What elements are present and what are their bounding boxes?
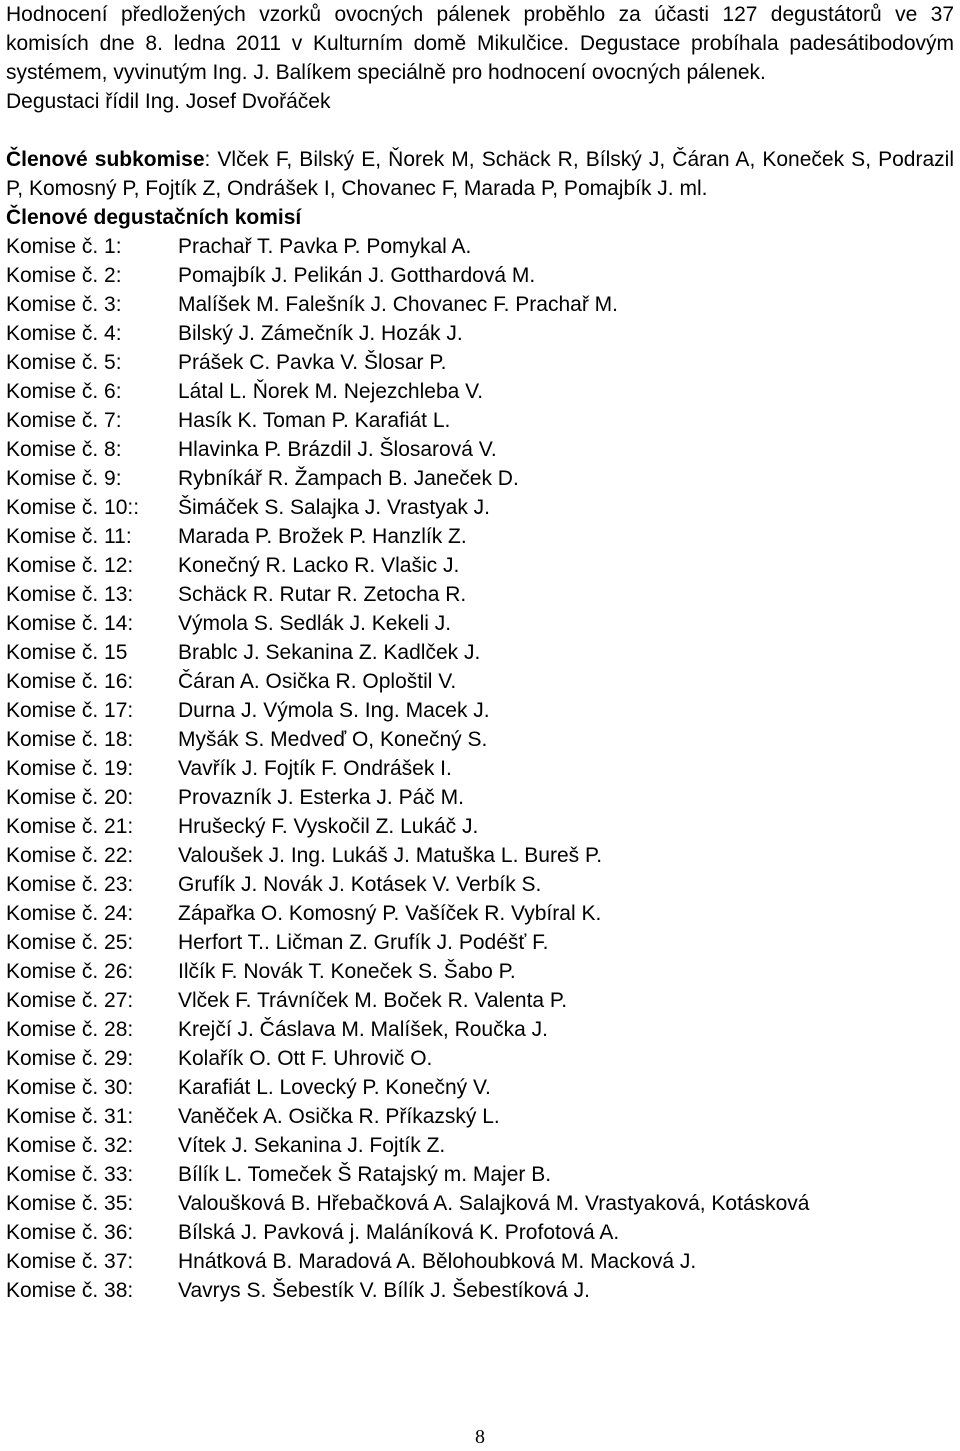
commission-row [6, 609, 954, 638]
commission-row [6, 290, 954, 319]
commission-row [6, 1131, 954, 1160]
commission-label: Komise č. 14: [6, 612, 134, 635]
commission-label: Komise č. 32: [6, 1134, 134, 1157]
commission-row [6, 348, 954, 377]
commission-label: Komise č. 36: [6, 1221, 134, 1244]
commission-members: Grufík J. Novák J. Kotásek V. Verbík S. [178, 873, 542, 896]
document-page [6, 0, 954, 1305]
commission-members: Vítek J. Sekanina J. Fojtík Z. [178, 1134, 446, 1157]
commission-members: Bílík L. Tomeček Š Ratajský m. Majer B. [178, 1163, 552, 1186]
commission-label: Komise č. 6: [6, 380, 122, 403]
commission-label: Komise č. 7: [6, 409, 122, 432]
commission-label: Komise č. 25: [6, 931, 134, 954]
commission-members: Valoušek J. Ing. Lukáš J. Matuška L. Bureš P. [178, 844, 603, 867]
commission-label: Komise č. 38: [6, 1279, 134, 1302]
commission-members: Konečný R. Lacko R. Vlašic J. [178, 554, 460, 577]
commission-members: Látal L. Ňorek M. Nejezchleba V. [178, 380, 484, 403]
commission-row [6, 870, 954, 899]
subcommittee-paragraph [6, 145, 954, 203]
commission-label: Komise č. 13: [6, 583, 134, 606]
commission-row [6, 261, 954, 290]
commission-label: Komise č. 16: [6, 670, 134, 693]
commission-members: Pomajbík J. Pelikán J. Gotthardová M. [178, 264, 536, 287]
commission-label: Komise č. 28: [6, 1018, 134, 1041]
commission-label: Komise č. 4: [6, 322, 122, 345]
commission-label: Komise č. 22: [6, 844, 134, 867]
commission-row [6, 319, 954, 348]
commission-members: Myšák S. Medveď O, Konečný S. [178, 728, 488, 751]
commission-label: Komise č. 33: [6, 1163, 134, 1186]
commission-label: Komise č. 3: [6, 293, 122, 316]
commission-members: Prachař T. Pavka P. Pomykal A. [178, 235, 472, 258]
commission-members: Vaněček A. Osička R. Příkazský L. [178, 1105, 500, 1128]
commission-members: Kolařík O. Ott F. Uhrovič O. [178, 1047, 433, 1070]
commission-members: Durna J. Výmola S. Ing. Macek J. [178, 699, 490, 722]
commission-row [6, 435, 954, 464]
commission-members: Prášek C. Pavka V. Šlosar P. [178, 351, 447, 374]
commission-label: Komise č. 8: [6, 438, 122, 461]
commission-row [6, 986, 954, 1015]
commission-label: Komise č. 9: [6, 467, 122, 490]
commission-row [6, 957, 954, 986]
commission-members: Hlavinka P. Brázdil J. Šlosarová V. [178, 438, 497, 461]
commission-row [6, 580, 954, 609]
commission-members: Provazník J. Esterka J. Páč M. [178, 786, 464, 809]
commission-members: Hnátková B. Maradová A. Bělohoubková M. Macková J. [178, 1250, 697, 1273]
commission-row [6, 1160, 954, 1189]
commission-row [6, 464, 954, 493]
blank-line [6, 116, 954, 145]
commission-row [6, 696, 954, 725]
commission-label: Komise č. 12: [6, 554, 134, 577]
commission-row [6, 1276, 954, 1305]
commission-label: Komise č. 11: [6, 525, 132, 548]
commission-row [6, 1015, 954, 1044]
commission-label: Komise č. 35: [6, 1192, 134, 1215]
commission-row [6, 551, 954, 580]
commission-label: Komise č. 31: [6, 1105, 134, 1128]
commission-label: Komise č. 26: [6, 960, 134, 983]
commission-members: Ilčík F. Novák T. Koneček S. Šabo P. [178, 960, 516, 983]
commission-label: Komise č. 30: [6, 1076, 134, 1099]
commission-members: Bílská J. Pavková j. Maláníková K. Profotová A. [178, 1221, 620, 1244]
commission-row [6, 1073, 954, 1102]
commission-row [6, 667, 954, 696]
commission-row [6, 841, 954, 870]
degustation-director: Degustaci řídil Ing. Josef Dvořáček [6, 90, 331, 113]
commission-members: Výmola S. Sedlák J. Kekeli J. [178, 612, 452, 635]
commission-label: Komise č. 5: [6, 351, 122, 374]
commission-label: Komise č. 1: [6, 235, 122, 258]
intro-paragraph: Hodnocení předložených vzorků ovocných pálenek proběhlo za účasti 127 degustátorů ve 37 komisích dne 8. ledna 2011 v Kulturním domě Mikulčice. Degustace probíhala padesátibodovým systémem, vyvinutým Ing. J. Balíkem speciálně pro hodnocení ovocných pálenek. [6, 3, 954, 84]
commission-label: Komise č. 2: [6, 264, 122, 287]
commission-members: Vlček F. Trávníček M. Boček R. Valenta P. [178, 989, 568, 1012]
subcommittee-members: : Vlček F, Bilský E, Ňorek M, Schäck R, Bílský J, Čáran A, Koneček S, Podrazil P, Komosný P, Fojtík Z, Ondrášek I, Chovanec F, Marada P, Pomajbík J. ml. [6, 148, 954, 200]
commission-members: Zápařka O. Komosný P. Vašíček R. Vybíral K. [178, 902, 602, 925]
commission-members: Rybníkář R. Žampach B. Janeček D. [178, 467, 519, 490]
commission-label: Komise č. 27: [6, 989, 134, 1012]
commissions-heading: Členové degustačních komisí [6, 206, 302, 229]
commission-row [6, 812, 954, 841]
commission-members: Šimáček S. Salajka J. Vrastyak J. [178, 496, 490, 519]
commission-row [6, 725, 954, 754]
commission-row [6, 928, 954, 957]
commission-row [6, 1189, 954, 1218]
commission-members: Brablc J. Sekanina Z. Kadlček J. [178, 641, 481, 664]
page-number: 8 [475, 1426, 485, 1448]
commission-label: Komise č. 21: [6, 815, 134, 838]
commission-label: Komise č. 37: [6, 1250, 134, 1273]
commission-members: Vavřík J. Fojtík F. Ondrášek I. [178, 757, 452, 780]
commission-list [6, 232, 954, 1305]
commission-row [6, 638, 954, 667]
commission-label: Komise č. 23: [6, 873, 134, 896]
commission-members: Malíšek M. Falešník J. Chovanec F. Prachař M. [178, 293, 618, 316]
commission-row [6, 522, 954, 551]
commission-members: Čáran A. Osička R. Oploštil V. [178, 670, 457, 693]
commission-label: Komise č. 17: [6, 699, 134, 722]
commission-members: Hasík K. Toman P. Karafiát L. [178, 409, 451, 432]
commission-members: Hrušecký F. Vyskočil Z. Lukáč J. [178, 815, 479, 838]
commission-members: Vavrys S. Šebestík V. Bílík J. Šebestíková J. [178, 1279, 591, 1302]
subcommittee-label: Členové subkomise [6, 148, 205, 171]
commission-row [6, 1102, 954, 1131]
commission-row [6, 232, 954, 261]
commission-row [6, 377, 954, 406]
commission-label: Komise č. 19: [6, 757, 134, 780]
commission-row [6, 1218, 954, 1247]
commission-label: Komise č. 20: [6, 786, 134, 809]
commission-row [6, 1044, 954, 1073]
commission-members: Karafiát L. Lovecký P. Konečný V. [178, 1076, 491, 1099]
commission-row [6, 1247, 954, 1276]
commission-label: Komise č. 29: [6, 1047, 134, 1070]
commission-row [6, 783, 954, 812]
commission-label: Komise č. 15 [6, 641, 128, 664]
commission-members: Valoušková B. Hřebačková A. Salajková M. Vrastyaková, Kotásková [178, 1192, 810, 1215]
commission-members: Herfort T.. Ličman Z. Grufík J. Podéšť F. [178, 931, 549, 954]
commission-row [6, 406, 954, 435]
commission-row [6, 899, 954, 928]
commission-members: Marada P. Brožek P. Hanzlík Z. [178, 525, 467, 548]
commission-members: Schäck R. Rutar R. Zetocha R. [178, 583, 467, 606]
commission-members: Krejčí J. Čáslava M. Malíšek, Roučka J. [178, 1018, 548, 1041]
commission-label: Komise č. 18: [6, 728, 134, 751]
commission-label: Komise č. 24: [6, 902, 134, 925]
commission-label: Komise č. 10:: [6, 496, 140, 519]
commission-row [6, 493, 954, 522]
commission-row [6, 754, 954, 783]
commission-members: Bilský J. Zámečník J. Hozák J. [178, 322, 463, 345]
